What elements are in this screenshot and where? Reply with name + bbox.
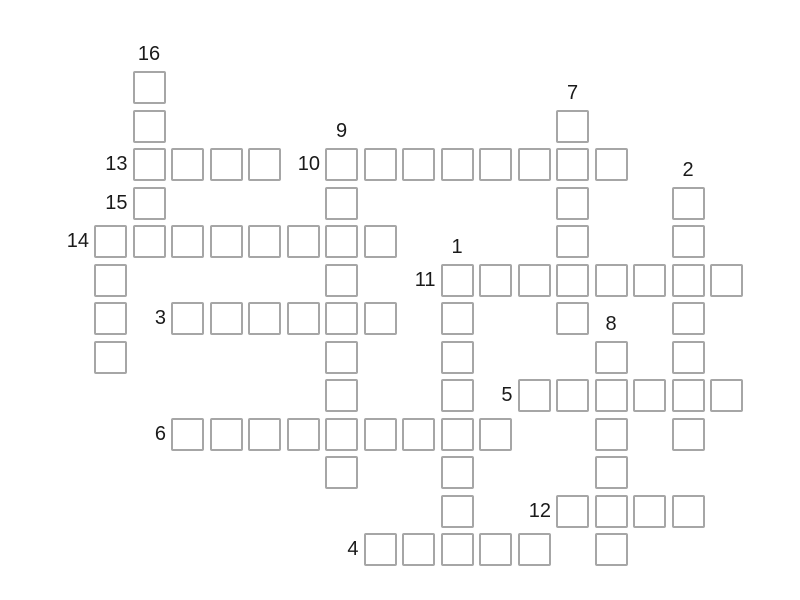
crossword-cell[interactable] <box>325 225 358 258</box>
word-number-label: 1 <box>451 235 463 258</box>
crossword-cell[interactable] <box>325 264 358 297</box>
crossword-cell[interactable] <box>595 456 628 489</box>
crossword-cell[interactable] <box>518 264 551 297</box>
crossword-cell[interactable] <box>441 456 474 489</box>
crossword-cell[interactable] <box>402 418 435 451</box>
crossword-cell[interactable] <box>171 418 204 451</box>
crossword-cell[interactable] <box>133 225 166 258</box>
crossword-cell[interactable] <box>171 302 204 335</box>
crossword-cell[interactable] <box>556 302 589 335</box>
crossword-cell[interactable] <box>94 225 127 258</box>
crossword-cell[interactable] <box>556 148 589 181</box>
crossword-cell[interactable] <box>210 225 243 258</box>
crossword-cell[interactable] <box>133 148 166 181</box>
crossword-cell[interactable] <box>633 264 666 297</box>
crossword-cell[interactable] <box>556 379 589 412</box>
crossword-cell[interactable] <box>287 225 320 258</box>
crossword-cell[interactable] <box>133 110 166 143</box>
crossword-cell[interactable] <box>595 341 628 374</box>
word-number-label: 11 <box>414 268 436 291</box>
crossword-cell[interactable] <box>441 495 474 528</box>
crossword-cell[interactable] <box>479 533 512 566</box>
word-number-label: 14 <box>66 230 89 252</box>
word-number-label: 4 <box>347 538 359 560</box>
crossword-cell[interactable] <box>672 225 705 258</box>
crossword-cell[interactable] <box>672 264 705 297</box>
crossword-cell[interactable] <box>672 187 705 220</box>
crossword-cell[interactable] <box>133 187 166 220</box>
crossword-cell[interactable] <box>402 533 435 566</box>
crossword-cell[interactable] <box>479 418 512 451</box>
crossword-cell[interactable] <box>287 418 320 451</box>
crossword-cell[interactable] <box>518 533 551 566</box>
crossword-cell[interactable] <box>364 418 397 451</box>
crossword-cell[interactable] <box>171 148 204 181</box>
word-number-label: 13 <box>105 153 128 175</box>
crossword-cell[interactable] <box>710 379 743 412</box>
crossword-cell[interactable] <box>441 302 474 335</box>
crossword-cell[interactable] <box>595 148 628 181</box>
word-number-label: 7 <box>566 81 579 104</box>
crossword-cell[interactable] <box>479 264 512 297</box>
crossword-cell[interactable] <box>248 225 281 258</box>
crossword-cell[interactable] <box>595 264 628 297</box>
word-number-label: 3 <box>154 307 166 329</box>
crossword-cell[interactable] <box>633 495 666 528</box>
crossword-cell[interactable] <box>595 418 628 451</box>
crossword-cell[interactable] <box>556 264 589 297</box>
crossword-cell[interactable] <box>210 302 243 335</box>
word-number-label: 5 <box>501 384 513 406</box>
crossword-cell[interactable] <box>710 264 743 297</box>
crossword-cell[interactable] <box>672 418 705 451</box>
crossword-cell[interactable] <box>171 225 204 258</box>
word-number-label: 15 <box>105 191 128 214</box>
crossword-cell[interactable] <box>364 148 397 181</box>
word-number-label: 12 <box>528 499 551 522</box>
crossword-cell[interactable] <box>364 225 397 258</box>
crossword-cell[interactable] <box>672 341 705 374</box>
crossword-cell[interactable] <box>556 187 589 220</box>
crossword-cell[interactable] <box>325 379 358 412</box>
word-number-label: 16 <box>137 43 161 65</box>
crossword-cell[interactable] <box>325 148 358 181</box>
crossword-cell[interactable] <box>94 264 127 297</box>
crossword-cell[interactable] <box>595 379 628 412</box>
crossword-cell[interactable] <box>595 533 628 566</box>
crossword-cell[interactable] <box>287 302 320 335</box>
crossword-cell[interactable] <box>210 418 243 451</box>
crossword-cell[interactable] <box>248 302 281 335</box>
crossword-cell[interactable] <box>633 379 666 412</box>
crossword-cell[interactable] <box>441 264 474 297</box>
crossword-cell[interactable] <box>672 495 705 528</box>
crossword-cell[interactable] <box>441 418 474 451</box>
word-number-label: 10 <box>297 153 320 175</box>
crossword-cell[interactable] <box>402 148 435 181</box>
word-number-label: 8 <box>605 312 617 335</box>
crossword-cell[interactable] <box>364 302 397 335</box>
crossword-cell[interactable] <box>672 379 705 412</box>
crossword-cell[interactable] <box>325 456 358 489</box>
crossword-cell[interactable] <box>556 225 589 258</box>
word-number-label: 9 <box>335 120 348 142</box>
crossword-cell[interactable] <box>518 148 551 181</box>
crossword-cell[interactable] <box>210 148 243 181</box>
crossword-cell[interactable] <box>518 379 551 412</box>
crossword-cell[interactable] <box>325 187 358 220</box>
crossword-cell[interactable] <box>479 148 512 181</box>
crossword-cell[interactable] <box>595 495 628 528</box>
crossword-cell[interactable] <box>556 495 589 528</box>
crossword-cell[interactable] <box>133 71 166 104</box>
crossword-cell[interactable] <box>441 341 474 374</box>
crossword-cell[interactable] <box>325 341 358 374</box>
crossword-cell[interactable] <box>325 302 358 335</box>
word-number-label: 6 <box>154 422 166 445</box>
crossword-cell[interactable] <box>364 533 397 566</box>
crossword-cell[interactable] <box>441 533 474 566</box>
crossword-cell[interactable] <box>556 110 589 143</box>
crossword-cell[interactable] <box>248 418 281 451</box>
crossword-cell[interactable] <box>441 148 474 181</box>
crossword-cell[interactable] <box>672 302 705 335</box>
crossword-cell[interactable] <box>325 418 358 451</box>
word-number-label: 2 <box>682 158 694 181</box>
crossword-cell[interactable] <box>94 341 127 374</box>
